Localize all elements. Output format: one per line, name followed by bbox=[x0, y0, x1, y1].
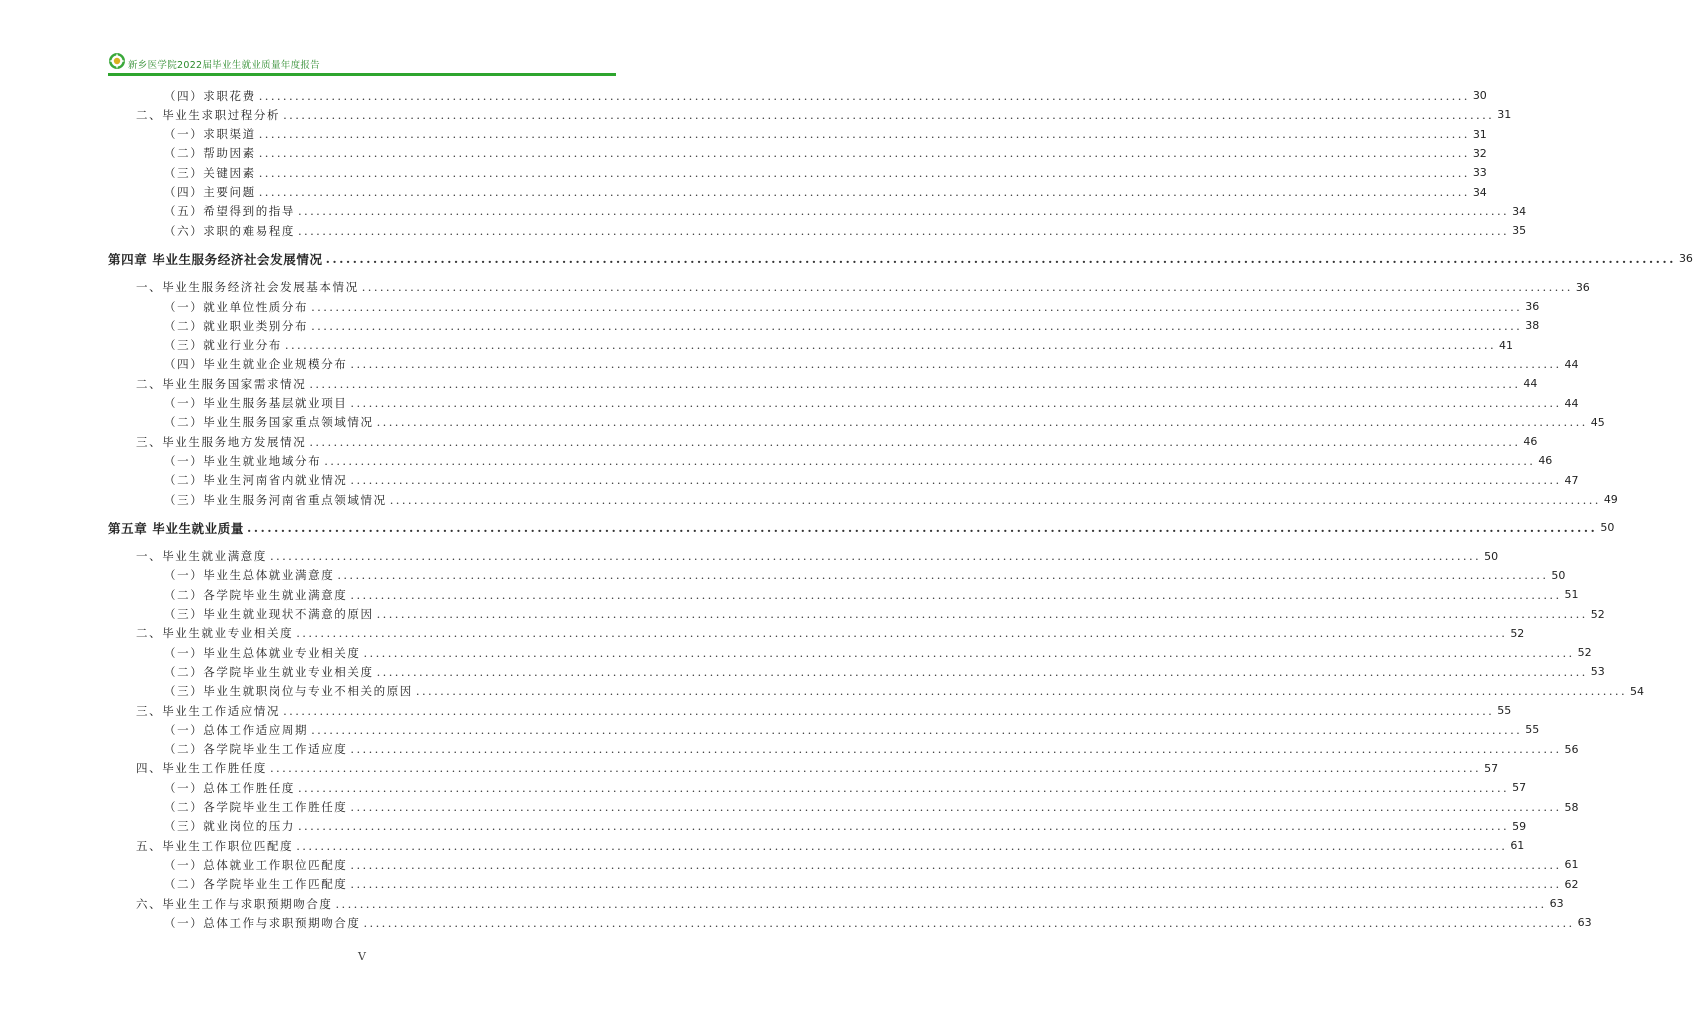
toc-entry-page: 51 bbox=[1564, 588, 1579, 602]
toc-leader-dots: ........................................................................................................................................................................................................ bbox=[298, 780, 1510, 795]
toc-entry[interactable] bbox=[108, 836, 1525, 855]
toc-entry-label: 六、毕业生工作与求职预期吻合度 bbox=[136, 896, 333, 911]
toc-entry-page: 59 bbox=[1512, 819, 1527, 833]
toc-entry-label: （四）毕业生就业企业规模分布 bbox=[164, 357, 348, 372]
toc-leader-dots: ........................................................................................................................................................................................................ bbox=[284, 338, 1497, 353]
toc-entry[interactable] bbox=[108, 471, 1579, 490]
toc-leader-dots: ........................................................................................................................................................................................................ bbox=[258, 88, 1470, 103]
toc-entry[interactable] bbox=[108, 740, 1579, 759]
toc-entry[interactable] bbox=[108, 875, 1579, 894]
toc-leader-dots: ........................................................................................................................................................................................................ bbox=[376, 664, 1588, 679]
toc-entry-page: 52 bbox=[1577, 646, 1592, 660]
toc-entry-label: （一）毕业生总体就业满意度 bbox=[164, 568, 335, 583]
toc-entry-page: 62 bbox=[1564, 877, 1579, 891]
toc-entry-page: 36 bbox=[1525, 300, 1540, 313]
toc-entry[interactable] bbox=[108, 297, 1540, 316]
toc-leader-dots: ........................................................................................................................................................................................................ bbox=[296, 838, 1508, 853]
toc-entry[interactable] bbox=[108, 662, 1605, 681]
toc-entry-page: 44 bbox=[1523, 377, 1538, 391]
toc-entry[interactable] bbox=[108, 413, 1605, 432]
toc-entry-label: （四）主要问题 bbox=[164, 185, 256, 199]
toc-entry[interactable] bbox=[108, 336, 1514, 355]
toc-entry[interactable] bbox=[108, 316, 1540, 335]
toc-entry-label: （三）毕业生服务河南省重点领域情况 bbox=[164, 492, 387, 507]
toc-entry-page: 57 bbox=[1512, 781, 1527, 795]
toc-entry-label: （一）总体工作与求职预期吻合度 bbox=[164, 915, 361, 930]
toc-entry-page: 34 bbox=[1512, 204, 1527, 218]
toc-entry-page: 38 bbox=[1525, 319, 1540, 333]
toc-entry-page: 50 bbox=[1484, 549, 1499, 563]
toc-entry[interactable] bbox=[108, 894, 1564, 913]
toc-entry-page: 56 bbox=[1564, 742, 1579, 756]
toc-entry[interactable] bbox=[108, 759, 1499, 778]
toc-entry[interactable] bbox=[108, 86, 1487, 105]
toc-entry-page: 41 bbox=[1499, 338, 1514, 352]
toc-entry-label: （五）希望得到的指导 bbox=[164, 204, 295, 219]
toc-entry-label: （二）各学院毕业生就业专业相关度 bbox=[164, 664, 374, 679]
toc-entry-label: 二、毕业生求职过程分析 bbox=[136, 107, 281, 122]
toc-entry-label: （三）就业行业分布 bbox=[164, 338, 282, 353]
toc-entry-page: 33 bbox=[1472, 166, 1487, 180]
toc-entry-page: 50 bbox=[1600, 521, 1615, 535]
toc-leader-dots: ........................................................................................................................................................................................................ bbox=[376, 415, 1588, 430]
toc-entry-label: 一、毕业生就业满意度 bbox=[136, 549, 267, 564]
toc-entry-label: （四）求职花费 bbox=[164, 88, 256, 103]
toc-entry-page: 44 bbox=[1564, 357, 1579, 371]
toc-entry-page: 31 bbox=[1472, 127, 1487, 141]
toc-leader-dots: ........................................................................................................................................................................................................ bbox=[283, 703, 1495, 718]
toc-leader-dots: ........................................................................................................................................................................................................ bbox=[246, 520, 1598, 536]
toc-entry-label: （六）求职的难易程度 bbox=[164, 223, 295, 238]
toc-entry-page: 63 bbox=[1549, 897, 1564, 910]
toc-entry-label: （三）关键因素 bbox=[164, 165, 256, 180]
toc-leader-dots: ........................................................................................................................................................................................................ bbox=[298, 819, 1510, 834]
toc-entry-page: 61 bbox=[1510, 839, 1525, 853]
toc-entry[interactable] bbox=[108, 624, 1525, 643]
toc-entry-page: 52 bbox=[1590, 607, 1605, 621]
toc-leader-dots: ........................................................................................................................................................................................................ bbox=[389, 492, 1601, 507]
header-rule bbox=[108, 73, 616, 76]
toc-leader-dots: ........................................................................................................................................................................................................ bbox=[311, 318, 1523, 333]
toc-entry-page: 44 bbox=[1564, 396, 1579, 410]
toc-leader-dots: ........................................................................................................................................................................................................ bbox=[311, 299, 1523, 314]
toc-entry-label: （三）毕业生就业现状不满意的原因 bbox=[164, 607, 374, 621]
toc-leader-dots: ........................................................................................................................................................................................................ bbox=[350, 473, 1562, 488]
toc-entry[interactable] bbox=[108, 720, 1540, 739]
toc-entry[interactable] bbox=[108, 490, 1618, 509]
page-number: V bbox=[358, 950, 366, 963]
toc-entry-page: 36 bbox=[1678, 252, 1693, 266]
toc-entry-page: 36 bbox=[1575, 280, 1590, 294]
toc-leader-dots: ........................................................................................................................................................................................................ bbox=[311, 722, 1523, 737]
toc-entry[interactable] bbox=[108, 144, 1487, 163]
toc-leader-dots: ........................................................................................................................................................................................................ bbox=[415, 684, 1628, 699]
toc-leader-dots: ........................................................................................................................................................................................................ bbox=[309, 434, 1521, 449]
toc-leader-dots: ........................................................................................................................................................................................................ bbox=[258, 146, 1470, 161]
toc-entry-page: 54 bbox=[1630, 684, 1645, 698]
toc-entry-label: （一）求职渠道 bbox=[164, 127, 256, 142]
toc-leader-dots: ........................................................................................................................................................................................................ bbox=[350, 877, 1562, 892]
toc-entry-label: 第五章 毕业生就业质量 bbox=[108, 520, 244, 536]
toc-entry-page: 52 bbox=[1510, 626, 1525, 640]
toc-entry[interactable] bbox=[108, 163, 1487, 182]
toc-entry-label: （一）总体就业工作职位匹配度 bbox=[164, 857, 348, 872]
toc-entry[interactable] bbox=[108, 432, 1538, 451]
toc-entry-page: 47 bbox=[1564, 473, 1579, 487]
toc-leader-dots: ........................................................................................................................................................................................................ bbox=[363, 645, 1575, 660]
toc-entry[interactable] bbox=[108, 278, 1590, 297]
toc-entry-label: 第四章 毕业生服务经济社会发展情况 bbox=[108, 251, 323, 267]
toc-leader-dots: ........................................................................................................................................................................................................ bbox=[296, 626, 1508, 641]
toc-entry-page: 50 bbox=[1551, 568, 1566, 582]
toc-entry-page: 58 bbox=[1564, 800, 1579, 814]
toc-entry-label: （二）各学院毕业生就业满意度 bbox=[164, 587, 348, 602]
toc-entry[interactable] bbox=[108, 913, 1592, 932]
toc-entry-page: 34 bbox=[1472, 185, 1487, 199]
toc-entry[interactable] bbox=[108, 202, 1527, 221]
toc-entry-label: （二）各学院毕业生工作胜任度 bbox=[164, 800, 348, 814]
toc-entry-label: （一）毕业生就业地域分布 bbox=[164, 453, 322, 468]
toc-entry[interactable] bbox=[108, 566, 1566, 585]
toc-entry-page: 46 bbox=[1538, 454, 1553, 468]
toc-entry-label: （一）毕业生服务基层就业项目 bbox=[164, 396, 348, 410]
toc-leader-dots: ........................................................................................................................................................................................................ bbox=[376, 607, 1588, 621]
toc-entry-page: 32 bbox=[1472, 146, 1487, 160]
toc-chapter-entry[interactable] bbox=[108, 249, 1693, 268]
toc-leader-dots: ........................................................................................................................................................................................................ bbox=[350, 857, 1562, 872]
toc-entry[interactable] bbox=[108, 451, 1553, 470]
toc-entry[interactable] bbox=[108, 374, 1538, 393]
toc-entry[interactable] bbox=[108, 394, 1579, 413]
toc-entry-label: （二）就业职业类别分布 bbox=[164, 318, 309, 333]
toc-entry[interactable] bbox=[108, 355, 1579, 374]
toc-leader-dots: ........................................................................................................................................................................................................ bbox=[298, 223, 1510, 238]
toc-leader-dots: ........................................................................................................................................................................................................ bbox=[363, 915, 1575, 930]
toc-entry-label: 一、毕业生服务经济社会发展基本情况 bbox=[136, 280, 359, 295]
toc-entry-label: 三、毕业生服务地方发展情况 bbox=[136, 434, 307, 449]
toc-entry-label: （二）各学院毕业生工作匹配度 bbox=[164, 877, 348, 892]
toc-leader-dots: ........................................................................................................................................................................................................ bbox=[350, 587, 1562, 602]
toc-leader-dots: ........................................................................................................................................................................................................ bbox=[324, 453, 1536, 468]
toc-entry-label: （二）毕业生服务国家重点领域情况 bbox=[164, 415, 374, 430]
toc-entry-label: （二）毕业生河南省内就业情况 bbox=[164, 473, 348, 488]
toc-entry-page: 49 bbox=[1603, 493, 1618, 506]
toc-entry[interactable] bbox=[108, 643, 1592, 662]
toc-leader-dots: ........................................................................................................................................................................................................ bbox=[309, 376, 1521, 391]
college-seal-icon bbox=[108, 52, 126, 70]
toc-entry-label: （一）总体工作适应周期 bbox=[164, 722, 309, 737]
toc-entry[interactable] bbox=[108, 682, 1645, 701]
toc-leader-dots: ........................................................................................................................................................................................................ bbox=[270, 549, 1482, 564]
toc-entry-page: 57 bbox=[1484, 761, 1499, 775]
toc-entry-label: （三）毕业生就职岗位与专业不相关的原因 bbox=[164, 684, 413, 699]
toc-chapter-entry[interactable] bbox=[108, 518, 1615, 537]
toc-entry-page: 46 bbox=[1523, 435, 1538, 449]
toc-entry-label: 二、毕业生就业专业相关度 bbox=[136, 626, 294, 641]
toc-leader-dots: ........................................................................................................................................................................................................ bbox=[350, 742, 1562, 757]
toc-leader-dots: ........................................................................................................................................................................................................ bbox=[361, 280, 1573, 295]
toc-leader-dots: ........................................................................................................................................................................................................ bbox=[350, 800, 1562, 814]
toc-entry-label: 四、毕业生工作胜任度 bbox=[136, 761, 267, 776]
toc-leader-dots: ........................................................................................................................................................................................................ bbox=[350, 357, 1562, 372]
toc-entry-page: 35 bbox=[1512, 224, 1527, 238]
toc-entry-label: 三、毕业生工作适应情况 bbox=[136, 703, 281, 718]
toc-entry-page: 30 bbox=[1472, 89, 1487, 102]
toc-entry-label: （一）总体工作胜任度 bbox=[164, 780, 295, 795]
toc-entry-label: 五、毕业生工作职位匹配度 bbox=[136, 838, 294, 853]
toc-leader-dots: ........................................................................................................................................................................................................ bbox=[270, 761, 1482, 776]
toc-entry[interactable] bbox=[108, 585, 1579, 604]
toc-entry-label: （二）各学院毕业生工作适应度 bbox=[164, 742, 348, 757]
toc-entry-page: 53 bbox=[1590, 665, 1605, 679]
toc-entry[interactable] bbox=[108, 701, 1512, 720]
toc-leader-dots: ........................................................................................................................................................................................................ bbox=[325, 251, 1676, 267]
toc-entry-label: （一）就业单位性质分布 bbox=[164, 299, 309, 314]
toc-entry-page: 55 bbox=[1525, 723, 1540, 737]
toc-entry[interactable] bbox=[108, 798, 1579, 817]
header-title: 新乡医学院2022届毕业生就业质量年度报告 bbox=[128, 60, 320, 71]
toc-leader-dots: ........................................................................................................................................................................................................ bbox=[337, 568, 1549, 583]
toc-entry[interactable] bbox=[108, 855, 1579, 874]
toc-entry-label: （一）毕业生总体就业专业相关度 bbox=[164, 645, 361, 660]
toc-entry-label: 二、毕业生服务国家需求情况 bbox=[136, 376, 307, 391]
toc-leader-dots: ........................................................................................................................................................................................................ bbox=[258, 185, 1470, 199]
toc-leader-dots: ........................................................................................................................................................................................................ bbox=[350, 396, 1562, 410]
toc-entry[interactable] bbox=[108, 605, 1605, 624]
toc-entry-page: 61 bbox=[1564, 858, 1579, 872]
toc-entry[interactable] bbox=[108, 547, 1499, 566]
toc-leader-dots: ........................................................................................................................................................................................................ bbox=[258, 127, 1470, 142]
toc-leader-dots: ........................................................................................................................................................................................................ bbox=[258, 165, 1470, 180]
toc-entry[interactable] bbox=[108, 125, 1487, 144]
toc-leader-dots: ........................................................................................................................................................................................................ bbox=[283, 107, 1495, 122]
page-header bbox=[108, 50, 616, 78]
toc-entry[interactable] bbox=[108, 183, 1487, 202]
toc-leader-dots: ........................................................................................................................................................................................................ bbox=[298, 204, 1510, 219]
toc-entry-page: 55 bbox=[1497, 704, 1512, 717]
toc-entry-page: 31 bbox=[1497, 108, 1512, 122]
toc-leader-dots: ........................................................................................................................................................................................................ bbox=[335, 896, 1547, 911]
toc-entry-label: （二）帮助因素 bbox=[164, 146, 256, 161]
toc-entry-label: （三）就业岗位的压力 bbox=[164, 819, 295, 834]
toc-entry-page: 45 bbox=[1590, 415, 1605, 429]
toc-entry[interactable] bbox=[108, 817, 1527, 836]
toc-entry[interactable] bbox=[108, 105, 1512, 124]
toc-entry-page: 63 bbox=[1577, 916, 1592, 930]
toc-entry[interactable] bbox=[108, 778, 1527, 797]
toc-entry[interactable] bbox=[108, 221, 1527, 240]
